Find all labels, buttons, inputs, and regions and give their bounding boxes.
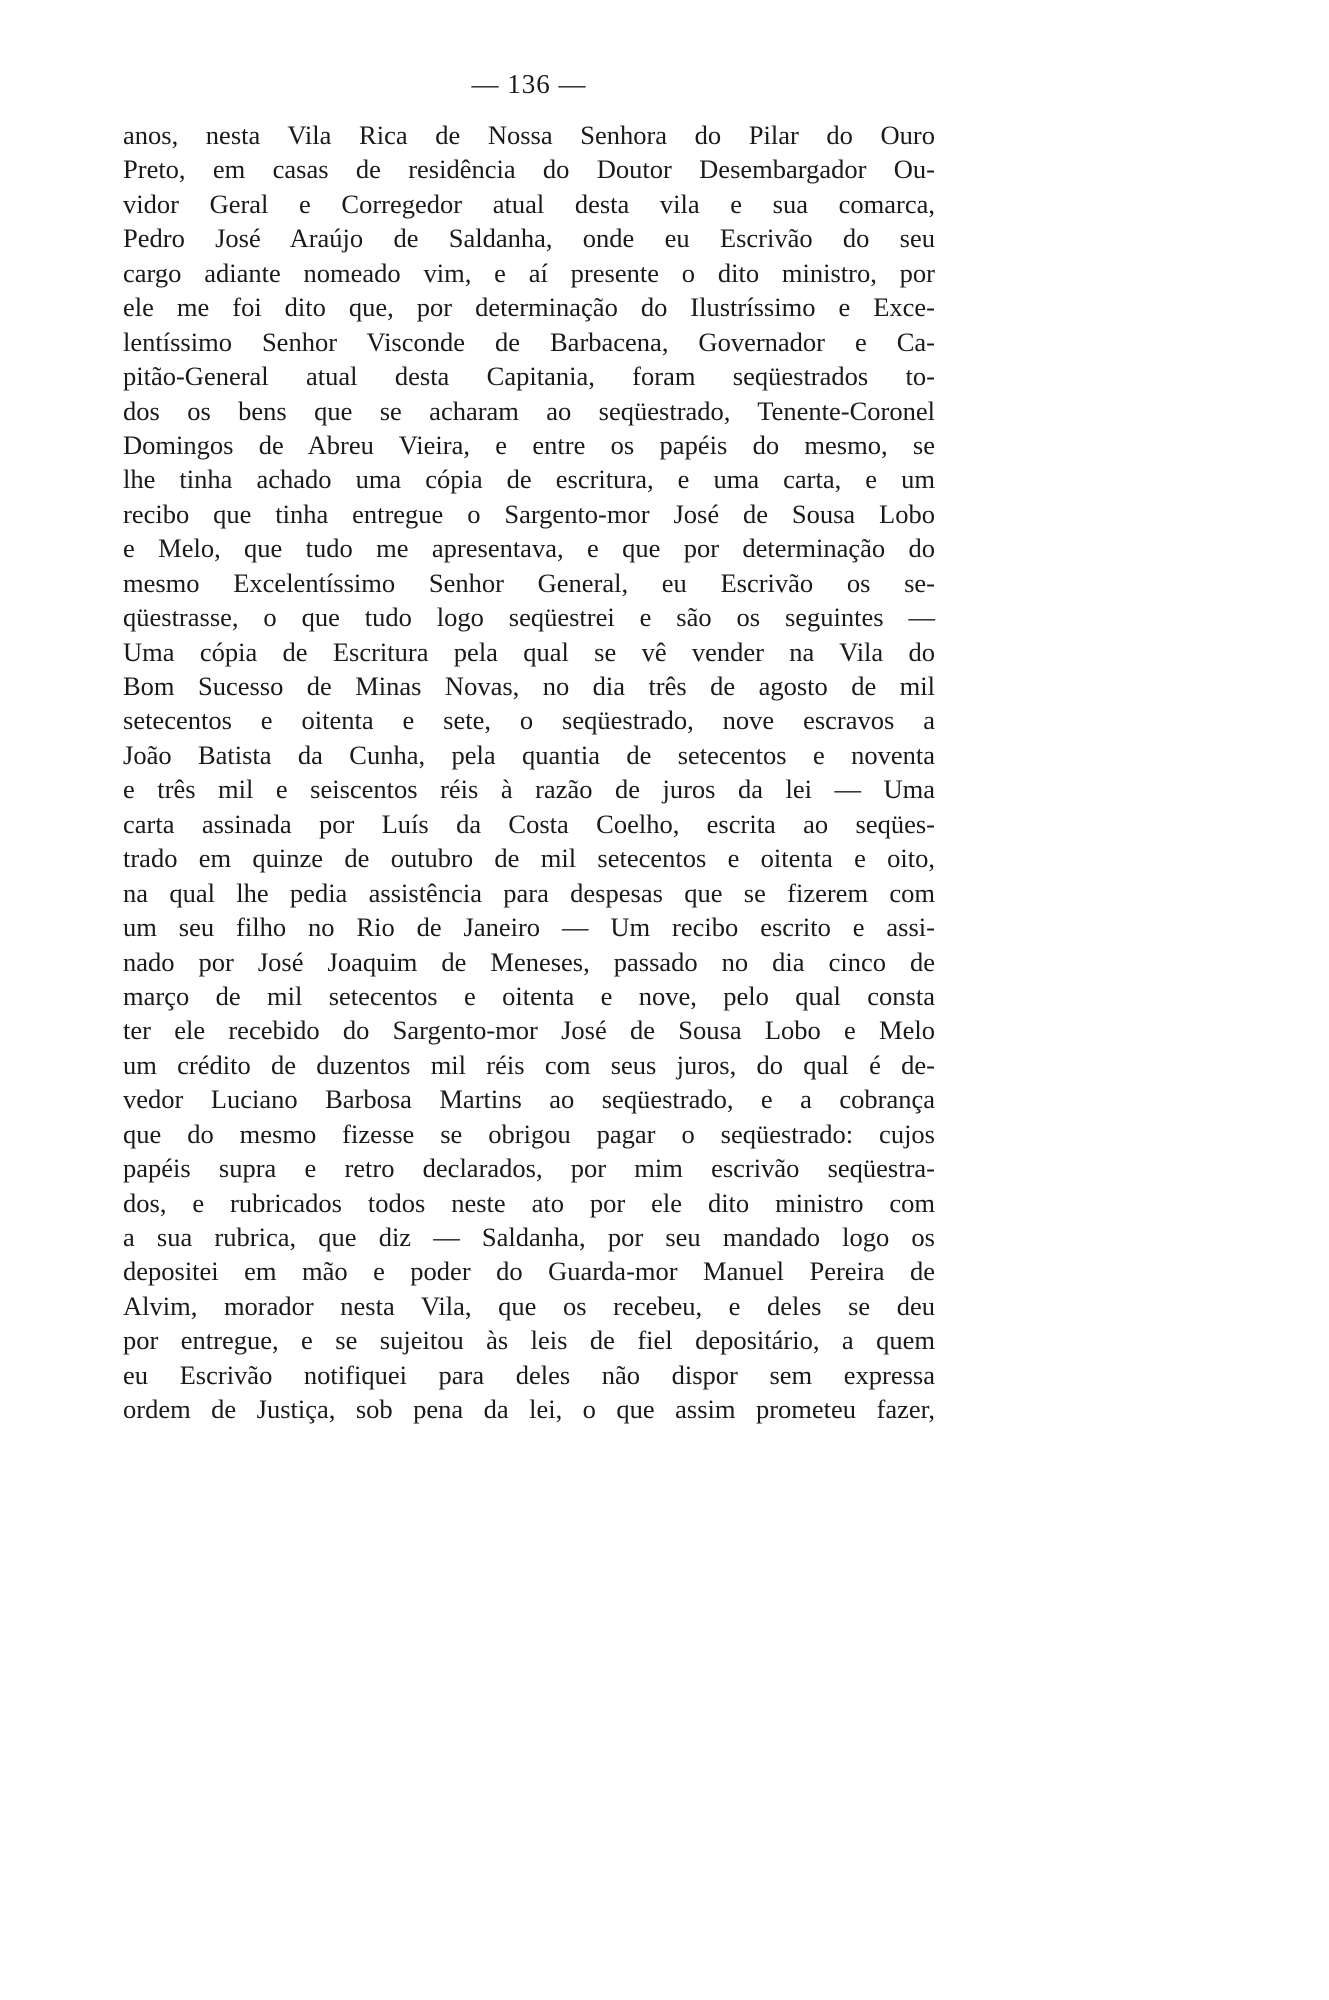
text-line: ordem de Justiça, sob pena da lei, o que assim prometeu fazer,: [123, 1394, 935, 1425]
text-line: mesmo Excelentíssimo Senhor General, eu Escrivão os se-: [123, 567, 935, 598]
text-line: vidor Geral e Corregedor atual desta vila e sua comarca,: [123, 188, 935, 219]
text-line: na qual lhe pedia assistência para despesas que se fizerem com: [123, 877, 935, 908]
text-line: um crédito de duzentos mil réis com seus juros, do qual é de-: [123, 1049, 935, 1080]
page-number: — 136 —: [471, 69, 587, 99]
text-line: Alvim, morador nesta Vila, que os recebeu, e deles se deu: [123, 1290, 935, 1321]
text-line: pitão-General atual desta Capitania, foram seqüestrados to-: [123, 361, 935, 392]
text-line: lentíssimo Senhor Visconde de Barbacena, Governador e Ca-: [123, 326, 935, 357]
text-line: vedor Luciano Barbosa Martins ao seqüestrado, e a cobrança: [123, 1084, 935, 1115]
text-line: cargo adiante nomeado vim, e aí presente o dito ministro, por: [123, 257, 935, 288]
text-line: eu Escrivão notifiquei para deles não dispor sem expressa: [123, 1359, 935, 1390]
text-line: e três mil e seiscentos réis à razão de juros da lei — Uma: [123, 774, 935, 805]
text-line: ele me foi dito que, por determinação do Ilustríssimo e Exce-: [123, 292, 935, 323]
text-line: ter ele recebido do Sargento-mor José de Sousa Lobo e Melo: [123, 1015, 935, 1046]
text-line: nado por José Joaquim de Meneses, passado no dia cinco de: [123, 946, 935, 977]
text-line: Preto, em casas de residência do Doutor Desembargador Ou-: [123, 154, 935, 185]
text-line: carta assinada por Luís da Costa Coelho, escrita ao seqües-: [123, 808, 935, 839]
text-line: a sua rubrica, que diz — Saldanha, por seu mandado logo os: [123, 1222, 935, 1252]
text-line: trado em quinze de outubro de mil setecentos e oitenta e oito,: [123, 843, 935, 874]
text-line: por entregue, e se sujeitou às leis de fiel depositário, a quem: [123, 1325, 935, 1356]
body-text: [123, 118, 935, 1427]
text-line: Domingos de Abreu Vieira, e entre os papéis do mesmo, se: [123, 429, 935, 460]
text-line: qüestrasse, o que tudo logo seqüestrei e são os seguintes —: [123, 602, 935, 633]
text-line: lhe tinha achado uma cópia de escritura, e uma carta, e um: [123, 464, 935, 495]
text-line: que do mesmo fizesse se obrigou pagar o seqüestrado: cujos: [123, 1118, 935, 1149]
text-line: Pedro José Araújo de Saldanha, onde eu Escrivão do seu: [123, 223, 935, 254]
text-line: recibo que tinha entregue o Sargento-mor José de Sousa Lobo: [123, 498, 935, 529]
text-line: João Batista da Cunha, pela quantia de setecentos e noventa: [123, 739, 935, 770]
text-line: Uma cópia de Escritura pela qual se vê vender na Vila do: [123, 636, 935, 667]
text-line: depositei em mão e poder do Guarda-mor Manuel Pereira de: [123, 1256, 935, 1287]
text-line: Bom Sucesso de Minas Novas, no dia três de agosto de mil: [123, 671, 935, 701]
text-line: anos, nesta Vila Rica de Nossa Senhora do Pilar do Ouro: [123, 120, 935, 150]
text-line: dos os bens que se acharam ao seqüestrado, Tenente-Coronel: [123, 395, 935, 426]
text-line: março de mil setecentos e oitenta e nove, pelo qual consta: [123, 980, 935, 1011]
text-line: dos, e rubricados todos neste ato por ele dito ministro com: [123, 1187, 935, 1218]
text-line: papéis supra e retro declarados, por mim escrivão seqüestra-: [123, 1153, 935, 1184]
text-line: setecentos e oitenta e sete, o seqüestrado, nove escravos a: [123, 705, 935, 736]
text-line: um seu filho no Rio de Janeiro — Um recibo escrito e assi-: [123, 912, 935, 943]
text-line: e Melo, que tudo me apresentava, e que por determinação do: [123, 533, 935, 564]
